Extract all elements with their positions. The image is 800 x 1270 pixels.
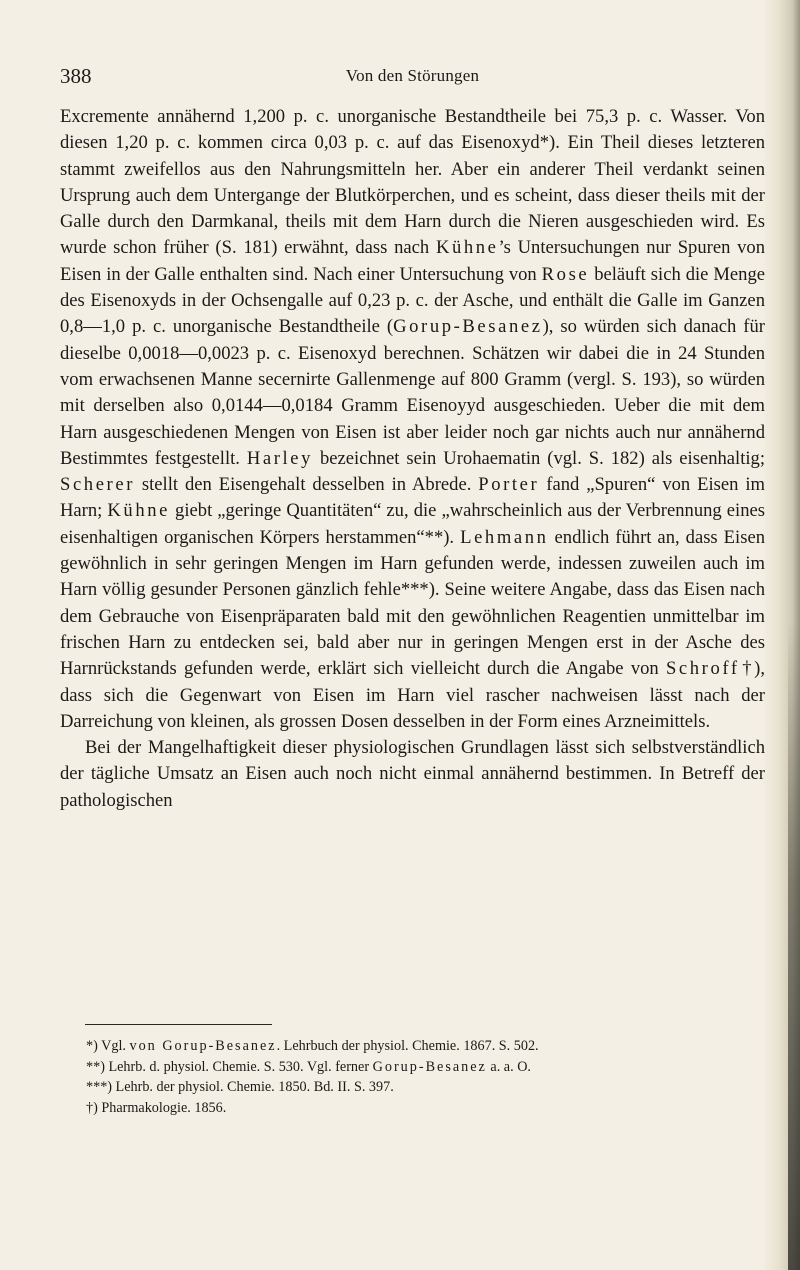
- text-run: bezeichnet sein Urohaematin (vgl. S. 182) als eisenhaltig;: [313, 447, 766, 469]
- text-run: †), dass sich die Gegenwart von Eisen im Harn viel rascher nachweisen lässt nach der Darreichung von kleinen, als grossen Dosen desselben in der Form eines Arzneimittels.: [60, 658, 765, 732]
- text-run: fand „Spuren“ von Eisen im Harn;: [60, 474, 765, 522]
- text-run: endlich führt an, dass Eisen gewöhnlich in sehr geringen Mengen im Harn gefunden werde, indessen zuweilen auch im Harn völlig gesunder Personen gänzlich fehle***). Seine weitere Angabe, dass das Eisen nach dem Gebrauche von Eisenpräparaten bald mit den gewöhnlichen Reagentien unmittelbar im frischen Harn zu entdecken sei, bald aber nur in geringen Mengen erst in der Asche des Harnrückstands gefunden werde, erklärt sich vielleicht durch die Angabe von: [60, 526, 765, 680]
- text-run: stellt den Eisengehalt desselben in Abrede.: [134, 474, 479, 496]
- author-name-scherer: Scherer: [60, 474, 135, 496]
- text-run: ’s Untersuchungen nur Spuren von Eisen in der Galle enthalten sind. Nach einer Untersuchung von: [60, 237, 765, 285]
- page-header: [60, 64, 765, 94]
- footnote-text: a. a. O.: [486, 1058, 531, 1075]
- text-run: beläuft sich die Menge des Eisenoxyds in der Ochsengalle auf 0,23 p. c. der Asche, und enthält die Galle im Ganzen 0,8—1,0 p. c. unorganische Bestandtheile (: [60, 263, 765, 338]
- author-name-rose: Rose: [541, 263, 590, 285]
- author-name-gorup-besanez: Gorup-Besanez: [393, 316, 543, 338]
- footnote-author: Gorup-Besanez: [372, 1058, 487, 1075]
- footnote-3: ***) Lehrb. der physiol. Chemie. 1850. Bd. II. S. 397.: [86, 1079, 394, 1095]
- footnote-divider: [85, 1024, 272, 1025]
- text-run: Excremente annähernd 1,200 p. c. unorganische Bestandtheile bei 75,3 p. c. Wasser. Von diesen 1,20 p. c. kommen circa 0,03 p. c. auf das Eisenoxyd*). Ein Theil dieses letzteren stammt zweifellos aus den Nahrungsmitteln her. Aber ein anderer Theil verdankt seinen Ursprung auch dem Untergange der Blutkörperchen, und es scheint, dass dieser theils mit der Galle durch den Darmkanal, theils mit dem Harn durch die Nieren ausgeschieden wird. Es wurde schon früher (S. 181) erwähnt, dass nach: [60, 106, 765, 259]
- footnote-2: [86, 1057, 766, 1078]
- footnote-author: von Gorup-Besanez: [129, 1038, 277, 1054]
- footnote-4: †) Pharmakologie. 1856.: [86, 1099, 227, 1116]
- author-name-schroff: Schroff: [665, 658, 740, 680]
- page-binding-shadow: [788, 620, 800, 1270]
- footnote-text: **) Lehrb. d. physiol. Chemie. S. 530. Vgl. ferner: [86, 1058, 373, 1075]
- paragraph-1: [60, 104, 765, 735]
- author-name-kuehne: Kühne: [435, 237, 499, 259]
- footnote-text: . Lehrbuch der physiol. Chemie. 1867. S. 502.: [276, 1038, 539, 1054]
- author-name-harley: Harley: [246, 447, 314, 469]
- author-name-porter: Porter: [478, 474, 540, 496]
- author-name-lehmann: Lehmann: [460, 526, 549, 548]
- footnote-text: *) Vgl.: [86, 1038, 130, 1054]
- author-name-kuehne-2: Kühne: [107, 500, 170, 522]
- paragraph-2: Bei der Mangelhaftigkeit dieser physiologischen Grundlagen lässt sich selbstverständlich der tägliche Umsatz an Eisen auch noch nicht einmal annähernd bestimmen. In Betreff der pathologischen: [60, 737, 765, 811]
- text-run: ), so würden sich danach für dieselbe 0,0018—0,0023 p. c. Eisenoxyd berechnen. Schätzen wir dabei die in 24 Stunden vom erwachsenen Manne secernirte Gallenmenge auf 800 Gramm (vergl. S. 193), so würden mit derselben also 0,0144—0,0184 Gramm Eisenoyyd ausgeschieden. Ueber die mit dem Harn ausgeschiedenen Mengen von Eisen ist aber leider noch gar nichts auch nur annähernd Bestimmtes festgestellt.: [60, 316, 765, 469]
- footnote-1: [86, 1036, 766, 1057]
- footnotes: [86, 1036, 766, 1118]
- body-text: [60, 104, 765, 814]
- running-head: Von den Störungen: [345, 66, 480, 85]
- page-number: 388: [60, 64, 92, 88]
- text-run: giebt „geringe Quantitäten“ zu, die „wahrscheinlich aus der Verbrennung eines eisenhaltigen organischen Körpers herstammen“**).: [60, 500, 765, 548]
